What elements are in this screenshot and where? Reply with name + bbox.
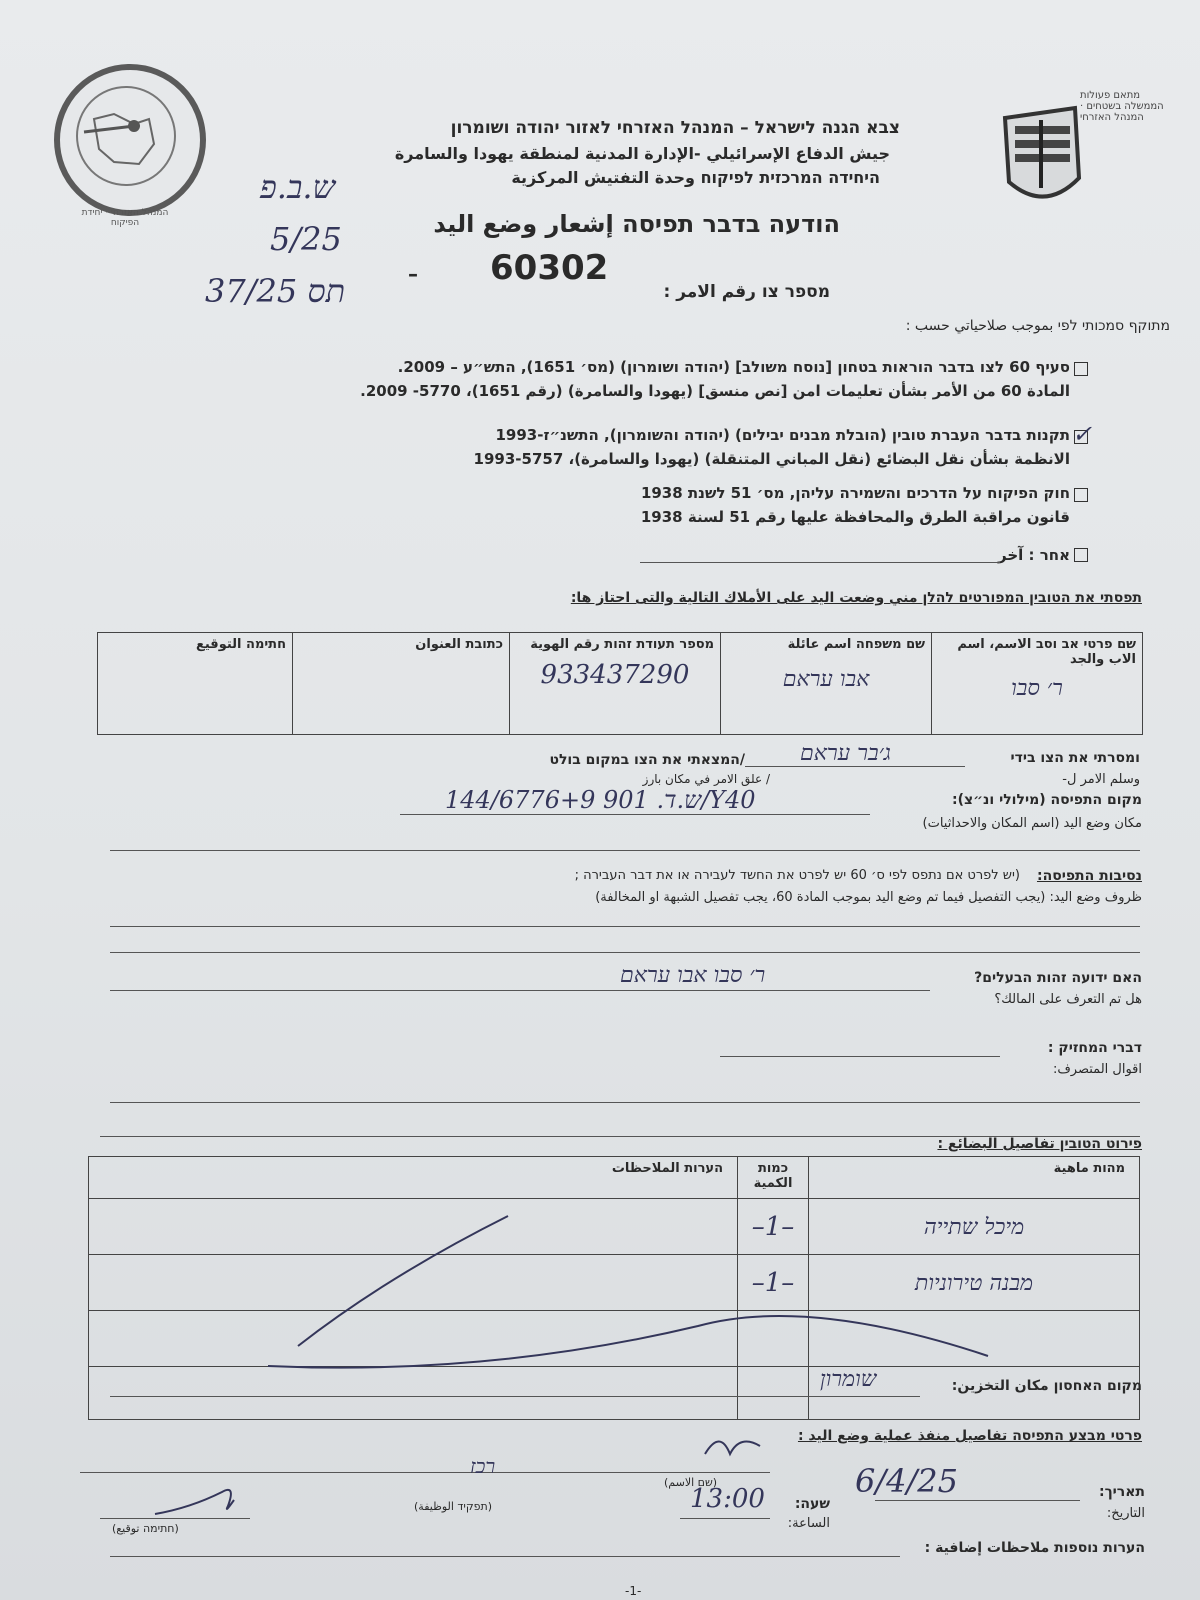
goods-label: פירוט הטובין تفاصيل البضائع : (937, 1136, 1142, 1152)
hour-line (680, 1518, 770, 1519)
owner-table (97, 632, 1143, 735)
page-number: -1- (625, 1584, 642, 1598)
goods-header-notes: הערות الملاحظات (611, 1161, 723, 1176)
remarks-line (110, 1556, 900, 1557)
executor-label: פרטי מבצע התפיסה تفاصيل منفذ عملية وضع اليد : (797, 1428, 1142, 1444)
circumstances-line-1 (110, 926, 1140, 927)
place-label: מקום התפיסה (מילולי ונ״צ): (951, 792, 1142, 808)
hour-label-ar: الساعة: (787, 1516, 830, 1531)
goods-row-2-qty: –1– (751, 1267, 795, 1298)
hour-label: שעה: (794, 1496, 830, 1512)
executor-signature (150, 1480, 250, 1520)
delivered-line (745, 766, 965, 767)
owners-known-line (110, 990, 930, 991)
left-seal-graphic (54, 64, 194, 204)
owners-known-label: האם ידועה זהות הבעלים? (974, 970, 1142, 986)
handwritten-ref: 5/25 (270, 220, 342, 258)
delivered-label-tail: /המצאתי את הצו במקום בולט (549, 752, 745, 768)
place-value: ש.ד. 901 144/6776+9/Y40 (445, 786, 756, 814)
seized-intro: תפסתי את הטובין המפורטים להלן مني وضعت اليد على الأملاك التالية والتى احتاز ها: (570, 590, 1142, 606)
authority-option-3-ar: قانون مراقبة الطرق والمحافظة عليها رقم 51 لسنة 1938 (640, 508, 1070, 526)
header-line-1: צבא הגנה לישראל – המנהל האזרחי לאזור יהודה ושומרון (450, 118, 900, 138)
authority-option-3-he: חוק הפיקוח על הדרכים והשמירה עליהן, מס׳ 51 לשנת 1938 (640, 484, 1070, 502)
header-line-3: היחידה המרכזית לפיקוח وحدة التفتيش المركزية (511, 168, 880, 187)
authority-other-label: אחר : آخر (998, 546, 1070, 564)
owner-header-address: כתובת العنوان (415, 637, 503, 652)
authority-other-checkbox[interactable] (1074, 548, 1088, 562)
storage-line (110, 1396, 920, 1397)
place-label-ar: مكان وضع اليد (اسم المكان والاحداثيات) (922, 816, 1142, 831)
delivered-label: ומסרתי את הצו בידי (1010, 750, 1140, 766)
owner-header-signature: חתימה التوقيع (196, 637, 286, 652)
storage-label: מקום האחסון مكان التخزين: (951, 1378, 1142, 1394)
header-line-2: جيش الدفاع الإسرائيلي -الإدارة المدنية لمنطقة يهودا والسامرة (394, 144, 890, 163)
date-value: 6/4/25 (855, 1462, 958, 1500)
storage-value: שומרון (820, 1367, 877, 1392)
owner-address-cell (293, 633, 510, 735)
date-line (875, 1500, 1080, 1501)
goods-row-1-item: מיכל שתייה (923, 1214, 1025, 1240)
document-title: הודעה בדבר תפיסה إشعار وضع اليد (433, 210, 840, 238)
circumstances-text-ar: ظروف وضع اليد: (يجب التفصيل فيما تم وضع اليد بموجب المادة 60، يجب تفصيل الشبهة او المخالفة) (595, 890, 1142, 905)
goods-row-2-item: מבנה טירוניות (914, 1270, 1034, 1296)
executor-name-signature (700, 1424, 770, 1464)
owner-header-id: מספר תעודת זהות رقم الهوية (530, 637, 714, 652)
authority-intro: מתוקף סמכותי לפי بموجب صلاحياتي حسب : (905, 318, 1170, 334)
holder-line-1 (720, 1056, 1000, 1057)
holder-label-ar: اقوال المتصرف: (1052, 1062, 1142, 1077)
executor-signature-caption: (חתימה توقيع) (112, 1522, 179, 1535)
owners-known-value: ר׳ סבו אבו עראם (620, 963, 766, 988)
right-emblem-text: מתאם פעולות הממשלה בשטחים · המנהל האזרחי (1080, 90, 1164, 123)
owner-signature-cell (98, 633, 293, 735)
left-seal (54, 64, 206, 216)
circumstances-line-2 (110, 952, 1140, 953)
goods-header-item: מהות ماهية (1053, 1161, 1125, 1176)
owner-id-cell (510, 633, 721, 735)
owner-id-value: 933437290 (540, 660, 690, 690)
owners-known-label-ar: هل تم التعرف على المالك؟ (994, 992, 1142, 1007)
authority-option-1-checkbox[interactable] (1074, 362, 1088, 376)
owner-family-name-value: אבו עראם (782, 667, 870, 692)
owner-header-family-name: שם משפחה اسم عائلة (787, 637, 925, 652)
executor-role-value: רכז (470, 1454, 496, 1478)
owner-header-first-name: שם פרטי אב וסב الاسم، اسم الاب والجد (957, 637, 1136, 667)
remarks-label: הערות נוספות ملاحظات إضافية : (924, 1540, 1145, 1556)
place-line-2 (110, 850, 1140, 851)
owner-first-name-value: ר׳ סבו (1011, 676, 1063, 701)
handwritten-code: ש.ב.פ (260, 168, 336, 206)
hour-value: 13:00 (690, 1484, 765, 1514)
authority-option-1-he: סעיף 60 לצו בדבר הוראות בטחון [נוסח משולב] (יהודה ושומרון) (מס׳ 1651), התש״ע – 2009. (397, 358, 1070, 376)
authority-option-2-he: תקנות בדבר העברת טובין (הובלת מבנים יבילים) (יהודה והשומרון), התשנ״ז-1993 (495, 426, 1070, 444)
holder-label: דברי המחזיק : (1047, 1040, 1142, 1056)
circumstances-label: נסיבות התפיסה: (1036, 868, 1142, 884)
executor-name-caption: (שם الاسم) (664, 1476, 718, 1489)
authority-option-2-check-mark: ✓ (1072, 420, 1093, 448)
delivered-value: ג׳בר עראם (800, 741, 891, 766)
owner-family-name-cell (721, 633, 932, 735)
executor-role-caption: (תפקיד الوظيفة) (414, 1500, 493, 1513)
authority-option-3-checkbox[interactable] (1074, 488, 1088, 502)
order-dash: – (408, 262, 418, 286)
left-seal-text: המנהל האזרחי · יחידת הפיקוח (81, 208, 169, 228)
goods-row-1-qty: –1– (751, 1211, 795, 1242)
delivered-label-ar-tail: / علق الامر في مكان بارز (642, 772, 770, 786)
date-label-ar: التاريخ: (1106, 1506, 1145, 1521)
delivered-label-ar: وسلم الامر ل- (1062, 772, 1140, 787)
executor-line (80, 1472, 770, 1473)
holder-line-2 (110, 1102, 1140, 1103)
owner-first-name-cell (932, 633, 1143, 735)
order-number: 60302 (490, 248, 609, 288)
authority-option-2-ar: الانظمة بشأن نقل البضائع (نقل المباني المتنقلة) (يهودا والسامرة)، 5757-1993 (473, 450, 1070, 468)
goods-header-qty: כמות الكمية (753, 1161, 793, 1191)
handwritten-case: תס 37/25 (205, 272, 346, 310)
order-label: מספר צו رقم الامر : (663, 282, 830, 302)
authority-other-line (640, 562, 1000, 563)
circumstances-text: (יש לפרט אם נתפס לפי ס׳ 60 יש לפרט את החשד לעבירה או את דבר העבירה ; (574, 868, 1020, 883)
authority-option-1-ar: المادة 60 من الأمر بشأن تعليمات امن [نص منسق] (يهودا والسامرة) (رقم 1651)، 5770- 2009. (360, 382, 1070, 400)
date-label: תאריך: (1099, 1484, 1145, 1500)
